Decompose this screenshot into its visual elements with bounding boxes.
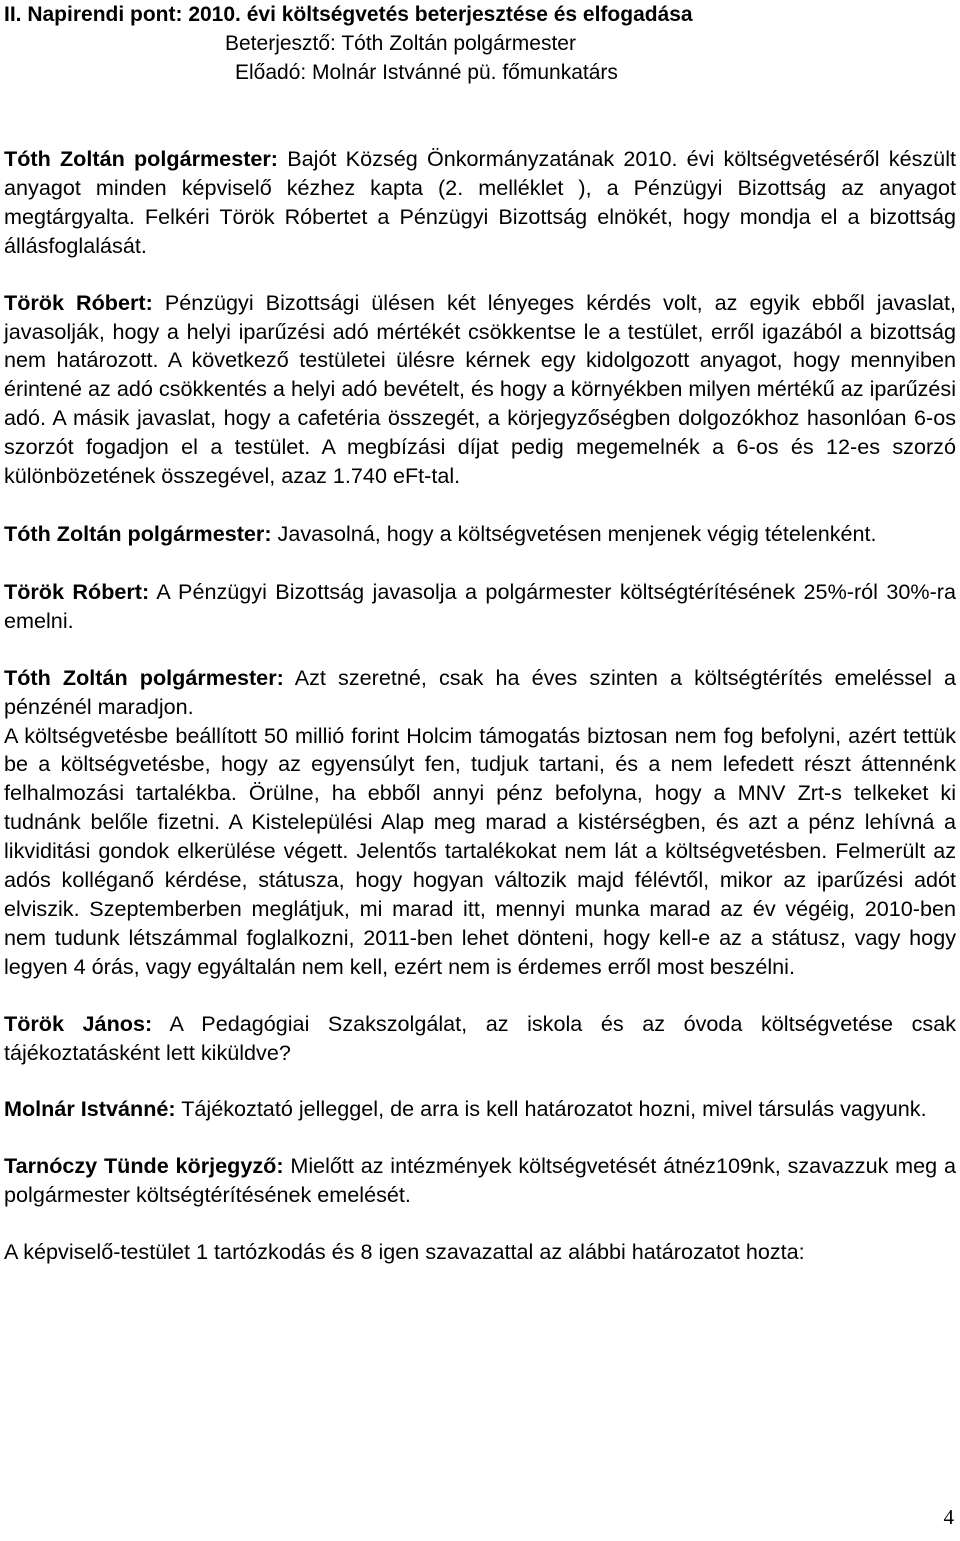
paragraph-text: Pénzügyi Bizottsági ülésen két lényeges kérdés volt, az egyik ebből javaslat, javasolják, hogy a helyi iparűzési adó mértékét csökkentse le a testület, erről igazából a bizottság nem határozott. A következő testületei ülésre kérnek egy kidolgozott anyagot, hogy mennyiben érintené az adó csökkentés a helyi adó bevételt, és hogy a környékben milyen mértékű az iparűzési adó. A másik javaslat, hogy a cafetéria összegét, a körjegyzőségben dolgozókhoz hasonlóan 6-os szorzót fogadjon el a testület. A megbízási díjat pedig megemelnék a 6-os és 12-es szorzó különbözetének összegével, azaz 1.740 eFt-tal. [4, 289, 956, 489]
paragraph-7 [4, 1010, 956, 1068]
page-number: 4 [943, 1505, 954, 1529]
speaker-name: Molnár Istvánné: [4, 1096, 176, 1122]
speaker-name: Tóth Zoltán polgármester: [4, 520, 272, 546]
speaker-name: Török Róbert: [4, 289, 153, 315]
speaker-name: Török János: [4, 1010, 153, 1036]
paragraph-4 [4, 578, 956, 636]
document-page [4, 0, 956, 1267]
paragraph-8 [4, 1095, 956, 1124]
speaker-name: Tarnóczy Tünde körjegyző: [4, 1153, 284, 1179]
paragraph-text: Tájékoztató jelleggel, de arra is kell határozatot hozni, mivel társulás vagyunk. [181, 1096, 927, 1122]
paragraph-2 [4, 289, 956, 491]
agenda-speaker: Előadó: Molnár Istvánné pü. főmunkatárs [235, 61, 618, 84]
speaker-name: Tóth Zoltán polgármester: [4, 664, 284, 690]
paragraph-text: A Pénzügyi Bizottság javasolja a polgármester költségtérítésének 25%-ról 30%-ra emelni. [4, 578, 956, 633]
paragraph-9 [4, 1152, 956, 1210]
speaker-name: Tóth Zoltán polgármester: [4, 146, 278, 171]
paragraph-text: Azt szeretné, csak ha éves szinten a költségtérítés emeléssel a pénzénél maradjon. [4, 664, 957, 719]
agenda-title: II. Napirendi pont: 2010. évi költségvetés beterjesztése és elfogadása [4, 3, 693, 26]
speaker-name: Török Róbert: [4, 578, 150, 604]
agenda-presenter: Beterjesztő: Tóth Zoltán polgármester [225, 32, 576, 55]
paragraph-6 [4, 722, 956, 982]
paragraph-text: A Pedagógiai Szakszolgálat, az iskola és az óvoda költségvetése csak tájékoztatásként lett kiküldve? [4, 1010, 956, 1065]
paragraph-text: A képviselő-testület 1 tartózkodás és 8 igen szavazattal az alábbi határozatot hozta: [4, 1239, 805, 1265]
paragraph-5 [4, 664, 956, 722]
paragraph-10 [4, 1238, 956, 1267]
paragraph-text: Bajót Község Önkormányzatának 2010. évi költségvetéséről készült anyagot minden képviselő kézhez kapta (2. melléklet ), a Pénzügyi Bizottság az anyagot megtárgyalta. Felkéri Török Róbertet a Pénzügyi Bizottság elnökét, hogy mondja el a bizottság állásfoglalását. [4, 146, 956, 258]
paragraph-3 [4, 520, 956, 549]
paragraph-text: Mielőtt az intézmények költségvetését átnéz109nk, szavazzuk meg a polgármester költségtérítésének emelését. [4, 1153, 956, 1208]
paragraph-text: A költségvetésbe beállított 50 millió forint Holcim támogatás biztosan nem fog befolyni, azért tettük be a költségvetésbe, hogy az egyensúlyt fen, tudjuk tartani, és a nem lefedett részt áttennénk felhalmozási tartalékba. Örülne, ha ebből annyi pénz befolyna, hogy a MNV Zrt-s telkeket ki tudnánk belőle fizetni. A Kistelepülési Alap meg marad a kistérségben, és azt a pénz lehívná a likviditási gondok elkerülése végett. Jelentős tartalékokat nem lát a költségvetésben. Felmerült az adós kolléganő kérdése, státusza, hogy hogyan változik majd félévtől, mikor az iparűzési adót elviszik. Szeptemberben meglátjuk, mi marad itt, mennyi munka marad az év végéig, 2010-ben nem tudunk létszámmal foglalkozni, 2011-ben lehet dönteni, hogy kell-e az a státusz, vagy hogy legyen 4 órás, vagy egyáltalán nem kell, ezért nem is érdemes erről most beszélni. [4, 722, 956, 979]
paragraph-1 [4, 145, 956, 261]
paragraph-text: Javasolná, hogy a költségvetésen menjenek végig tételenként. [277, 520, 877, 546]
